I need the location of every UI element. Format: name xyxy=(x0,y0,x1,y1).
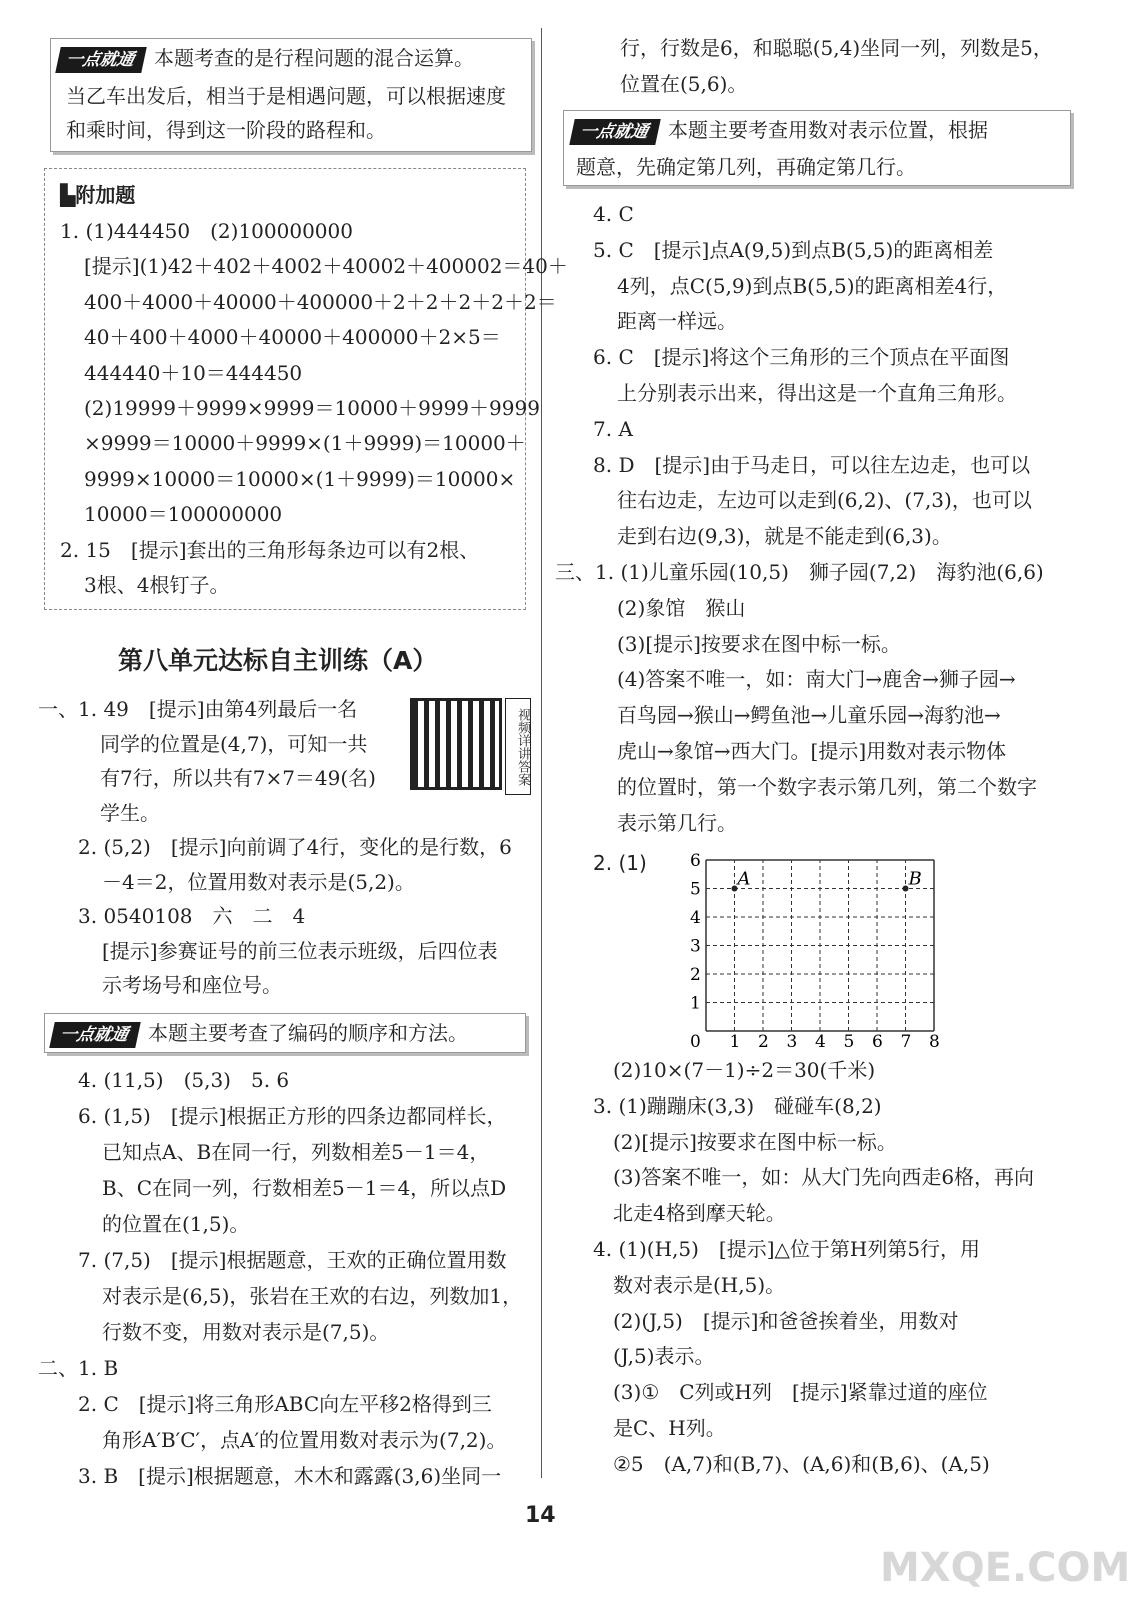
page-number: 14 xyxy=(525,1503,556,1528)
text-line: －4＝2，位置用数对表示是(5,2)。 xyxy=(102,869,415,894)
q2-label: 2. (1) xyxy=(593,851,647,875)
text-line: 表示第几行。 xyxy=(617,810,737,835)
text-line: 400＋4000＋40000＋400000＋2＋2＋2＋2＋2＝ xyxy=(84,289,557,314)
text-line: 示考场号和座位号。 xyxy=(102,973,282,997)
bookmark-icon: ▙ xyxy=(60,183,76,207)
tip-line xyxy=(58,46,474,73)
x-tick-label: 7 xyxy=(900,1032,912,1052)
text-line: 对表示是(6,5)，张岩在王欢的右边，列数加1， xyxy=(102,1284,523,1308)
text-line: 3根、4根钉子。 xyxy=(84,573,230,597)
text-line: [提示](1)42＋402＋4002＋40002＋400002＝40＋ xyxy=(84,254,568,279)
text-line: ②5 (A,7)和(B,7)、(A,6)和(B,6)、(A,5) xyxy=(613,1451,990,1476)
text-line: B、C在同一列，行数相差5－1＝4，所以点D xyxy=(102,1176,507,1200)
y-tick-label: 4 xyxy=(690,908,701,928)
text-line: 上分别表示出来，得出这是一个直角三角形。 xyxy=(617,381,1017,405)
text-line: 3. (1)蹦蹦床(3,3) 碰碰车(8,2) xyxy=(593,1093,882,1118)
x-tick-label: 1 xyxy=(729,1032,741,1052)
coordinate-grid xyxy=(680,845,950,1050)
y-tick-label: 2 xyxy=(690,965,701,985)
text-line: (3)① C列或H列 [提示]紧靠过道的座位 xyxy=(613,1380,988,1405)
y-tick-label: 6 xyxy=(690,851,701,871)
x-tick-label: 8 xyxy=(929,1032,940,1052)
y-tick-label: 5 xyxy=(690,879,701,900)
text-line: 三、1. (1)儿童乐园(10,5) 狮子园(7,2) 海豹池(6,6) xyxy=(555,560,1044,584)
text-line: (2)象馆 猴山 xyxy=(617,595,746,620)
tip-line: 当乙车出发后，相当于是相遇问题，可以根据速度 xyxy=(66,84,506,108)
text-line: 行数不变，用数对表示是(7,5)。 xyxy=(102,1320,390,1344)
text-line: (4)答案不唯一，如：南大门→鹿舍→狮子园→ xyxy=(617,667,1016,692)
text-line: (3)[提示]按要求在图中标一标。 xyxy=(617,631,901,656)
text-line: 位置在(5,6)。 xyxy=(620,72,748,96)
text-line: 走到右边(9,3)，就是不能走到(6,3)。 xyxy=(617,524,952,549)
tip-line: 题意，先确定第几列，再确定第几行。 xyxy=(576,155,916,179)
text-line: 6. (1,5) [提示]根据正方形的四条边都同样长， xyxy=(78,1104,507,1128)
text-line: 7. A xyxy=(593,416,633,441)
text-line: (2)[提示]按要求在图中标一标。 xyxy=(613,1129,897,1154)
tip-label: 一点就通 xyxy=(569,119,661,145)
text-line: 是C、H列。 xyxy=(613,1416,726,1440)
tip-text: 本题考查的是行程问题的混合运算。 xyxy=(154,46,474,70)
tip-label: 一点就通 xyxy=(55,47,147,73)
tip-text: 本题主要考查了编码的顺序和方法。 xyxy=(148,1021,468,1045)
text-line: 角形A′B′C′，点A′的位置用数对表示为(7,2)。 xyxy=(102,1428,507,1452)
text-line: 的位置时，第一个数字表示第几列，第二个数字 xyxy=(617,774,1037,799)
text-line: 8. D [提示]由于马走日，可以往左边走，也可以 xyxy=(593,452,1031,477)
text-line: 的位置在(1,5)。 xyxy=(102,1212,250,1236)
text-line: (J,5)表示。 xyxy=(613,1344,715,1369)
text-line: 40＋400＋4000＋40000＋400000＋2×5＝ xyxy=(84,325,501,350)
text-line: [提示]参赛证号的前三位表示班级，后四位表 xyxy=(102,938,498,963)
text-line: 10000＝100000000 xyxy=(84,502,283,527)
text-line: 4. C xyxy=(593,202,634,226)
text-line: ×9999＝10000＋9999×(1＋9999)＝10000＋ xyxy=(84,431,526,456)
qr-code-icon[interactable] xyxy=(410,698,502,790)
bonus-title-text: 附加题 xyxy=(75,183,136,207)
x-tick-label: 3 xyxy=(786,1032,798,1052)
text-line: (3)答案不唯一，如：从大门先向西走6格，再向 xyxy=(613,1165,1035,1190)
text-line: 2. C [提示]将三角形ABC向左平移2格得到三 xyxy=(78,1392,492,1416)
text-line: (2)19999＋9999×9999＝10000＋9999＋9999 xyxy=(84,396,540,420)
text-line: 4列，点C(5,9)到点B(5,5)的距离相差4行， xyxy=(617,273,1008,298)
text-line: 3. 0540108 六 二 4 xyxy=(78,904,306,928)
text-line: 虎山→象馆→西大门。[提示]用数对表示物体 xyxy=(617,739,1007,763)
column-divider xyxy=(541,28,542,1478)
text-line: 同学的位置是(4,7)，可知一共 xyxy=(100,731,368,756)
text-line: 学生。 xyxy=(100,800,160,825)
text-line: 二、1. B xyxy=(38,1356,119,1380)
text-line: 有7行，所以共有7×7＝49(名) xyxy=(100,766,376,790)
text-line: 5. C [提示]点A(9,5)到点B(5,5)的距离相差 xyxy=(593,237,994,262)
x-tick-label: 2 xyxy=(758,1032,769,1052)
text-line: 行，行数是6，和聪聪(5,4)坐同一列，列数是5， xyxy=(620,36,1053,60)
tip-line xyxy=(52,1021,468,1048)
text-line: 一、1. 49 [提示]由第4列最后一名 xyxy=(38,697,358,721)
text-line: (2)(J,5) [提示]和爸爸挨着坐，用数对 xyxy=(613,1308,959,1333)
x-tick-label: 4 xyxy=(815,1032,826,1052)
text-line: 4. (1)(H,5) [提示]△位于第H列第5行，用 xyxy=(593,1237,981,1261)
text-line: 9999×10000＝10000×(1＋9999)＝10000× xyxy=(84,466,516,491)
bonus-title xyxy=(60,183,135,207)
text-line: 6. C [提示]将这个三角形的三个顶点在平面图 xyxy=(593,345,1010,370)
point-label: B xyxy=(908,868,922,890)
text-line: 1. (1)444450 (2)100000000 xyxy=(60,219,353,243)
text-line: 2. (5,2) [提示]向前调了4行，变化的是行数，6 xyxy=(78,835,512,859)
tip-line xyxy=(572,118,988,145)
text-line: 444440＋10＝444450 xyxy=(84,360,303,385)
text-line: (2)10×(7－1)÷2＝30(千米) xyxy=(613,1058,876,1082)
unit-title: 第八单元达标自主训练（A） xyxy=(118,646,438,675)
watermark: MXQE.COM xyxy=(880,1545,1130,1591)
text-line: 往右边走，左边可以走到(6,2)、(7,3)，也可以 xyxy=(617,488,1032,513)
x-tick-label: 6 xyxy=(872,1032,883,1052)
text-line: 3. B [提示]根据题意，木木和露露(3,6)坐同一 xyxy=(78,1464,502,1488)
text-line: 已知点A、B在同一行，列数相差5－1＝4， xyxy=(102,1140,490,1164)
y-tick-label: 3 xyxy=(690,936,701,957)
tip-label: 一点就通 xyxy=(49,1022,141,1048)
text-line: 数对表示是(H,5)。 xyxy=(613,1272,786,1297)
qr-label: 视频详讲答案 xyxy=(505,698,531,795)
origin-label: 0 xyxy=(690,1032,701,1052)
point-label: A xyxy=(737,868,751,890)
text-line: 北走4格到摩天轮。 xyxy=(613,1201,786,1226)
x-tick-label: 5 xyxy=(843,1032,855,1052)
text-line: 4. (11,5) (5,3) 5. 6 xyxy=(78,1068,290,1092)
tip-text: 本题主要考查用数对表示位置，根据 xyxy=(668,118,988,142)
text-line: 2. 15 [提示]套出的三角形每条边可以有2根、 xyxy=(60,537,480,562)
text-line: 7. (7,5) [提示]根据题意，王欢的正确位置用数 xyxy=(78,1248,507,1272)
text-line: 百鸟园→猴山→鳄鱼池→儿童乐园→海豹池→ xyxy=(617,703,1001,728)
tip-line: 和乘时间，得到这一阶段的路程和。 xyxy=(66,118,386,142)
y-tick-label: 1 xyxy=(690,993,701,1014)
text-line: 距离一样远。 xyxy=(617,309,737,334)
